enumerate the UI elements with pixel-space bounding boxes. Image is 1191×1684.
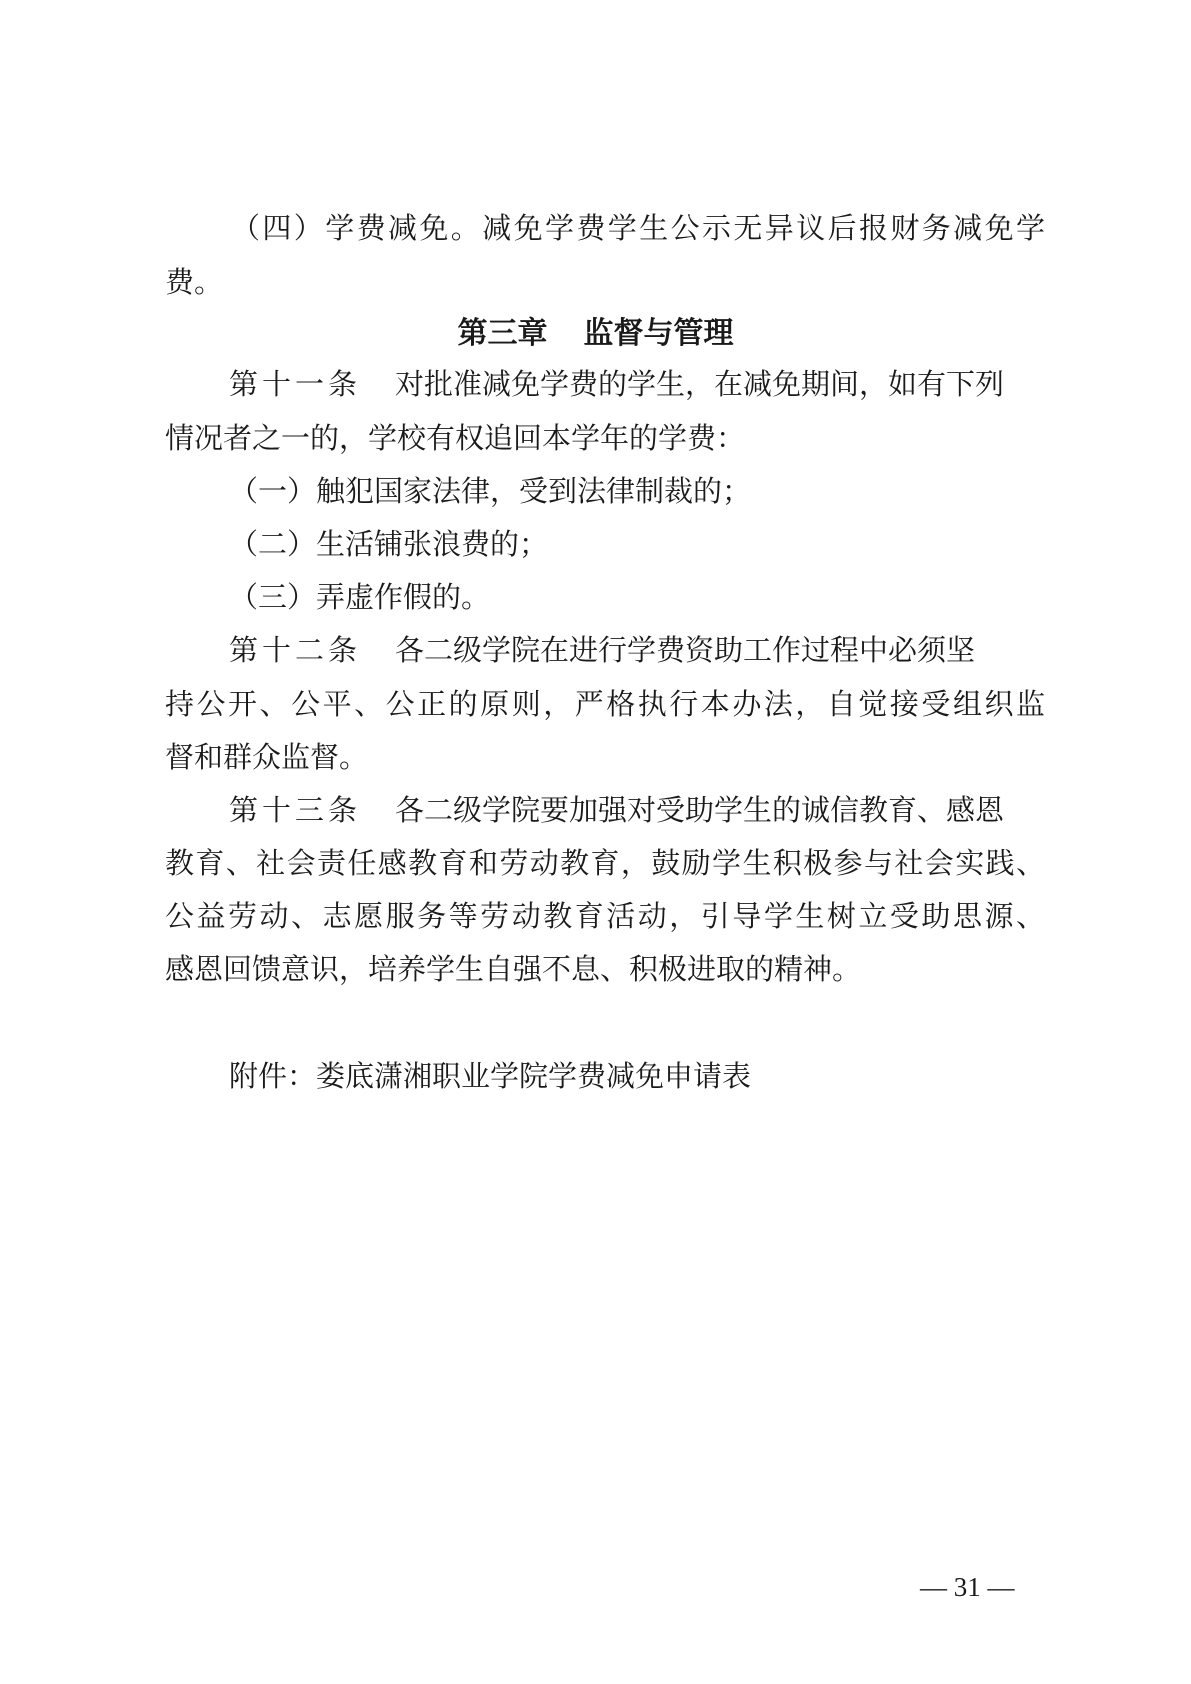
article-13-line-3: 公益劳动、志愿服务等劳动教育活动，引导学生树立受助思源、 (165, 899, 1045, 933)
attachment-line: 附件：娄底潇湘职业学院学费减免申请表 (229, 1059, 752, 1093)
para-4-line-1: （四）学费减免。减免学费学生公示无异议后报财务减免学 (231, 211, 1045, 245)
chapter-heading (0, 313, 1191, 355)
article-11-line-1 (229, 364, 1045, 404)
article-13-line-2: 教育、社会责任感教育和劳动教育，鼓励学生积极参与社会实践、 (165, 846, 1045, 880)
article-12-label: 第十二条 (229, 633, 362, 667)
article-11-text-1: 对批准减免学费的学生，在减免期间，如有下列 (395, 367, 1005, 401)
page-number: — 31 — (920, 1572, 1015, 1602)
article-13-label: 第十三条 (229, 793, 362, 827)
article-13-text-1: 各二级学院要加强对受助学生的诚信教育、感恩 (395, 793, 1005, 827)
article-13-line-1 (229, 790, 1045, 830)
article-13-line-4: 感恩回馈意识，培养学生自强不息、积极进取的精神。 (165, 952, 862, 986)
article-11-item-3: （三）弄虚作假的。 (229, 580, 491, 614)
para-4-line-2: 费。 (165, 265, 224, 299)
article-11-item-1: （一）触犯国家法律，受到法律制裁的； (229, 474, 752, 508)
article-11-label: 第十一条 (229, 367, 362, 401)
article-12-line-2: 持公开、公平、公正的原则，严格执行本办法，自觉接受组织监 (165, 687, 1045, 721)
article-11-line-2: 情况者之一的，学校有权追回本学年的学费： (165, 421, 746, 455)
article-12-line-1 (229, 630, 1045, 670)
chapter-title: 监督与管理 (583, 316, 734, 351)
article-12-line-3: 督和群众监督。 (165, 740, 369, 774)
chapter-number: 第三章 (457, 316, 548, 351)
article-11-item-2: （二）生活铺张浪费的； (229, 527, 549, 561)
article-12-text-1: 各二级学院在进行学费资助工作过程中必须坚 (395, 633, 976, 667)
